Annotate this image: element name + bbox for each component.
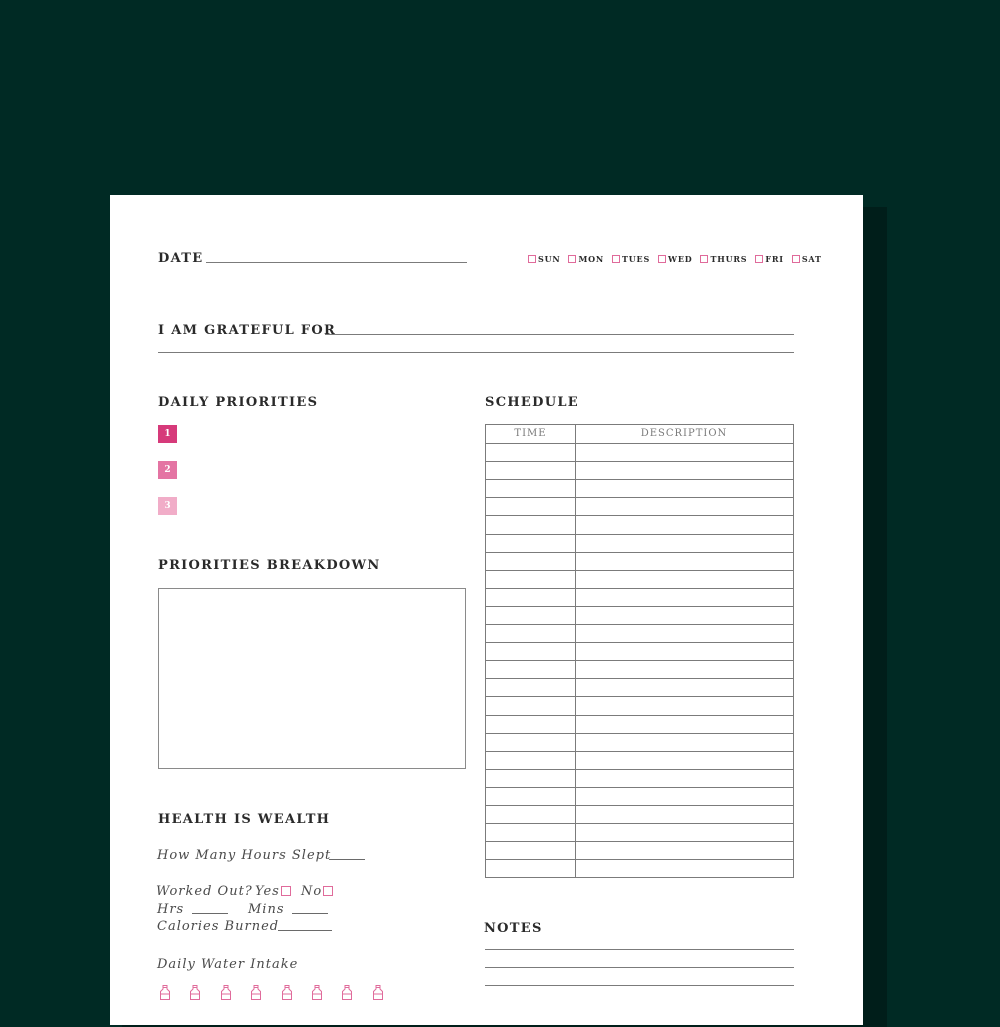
schedule-row[interactable] (486, 479, 793, 480)
schedule-row[interactable] (486, 769, 793, 770)
day-fri[interactable]: FRI (755, 254, 783, 264)
day-sun[interactable]: SUN (528, 254, 560, 264)
day-thurs[interactable]: THURS (700, 254, 747, 264)
checkbox[interactable] (528, 255, 536, 263)
checkbox[interactable] (568, 255, 576, 263)
day-sat[interactable]: SAT (792, 254, 822, 264)
worked-out-yes[interactable] (255, 884, 291, 899)
schedule-row[interactable] (486, 497, 793, 498)
schedule-row[interactable] (486, 823, 793, 824)
schedule-row[interactable] (486, 461, 793, 462)
priorities-breakdown-box[interactable] (158, 588, 466, 769)
schedule-row[interactable] (486, 678, 793, 679)
schedule-row[interactable] (486, 606, 793, 607)
schedule-row[interactable] (486, 624, 793, 625)
hours-slept-label: How Many Hours Slept (157, 848, 332, 863)
checkbox[interactable] (658, 255, 666, 263)
day-tues[interactable]: TUES (612, 254, 650, 264)
water-bottle-icon[interactable] (311, 985, 323, 1000)
schedule-title: SCHEDULE (485, 395, 579, 410)
checkbox[interactable] (700, 255, 708, 263)
schedule-row[interactable] (486, 552, 793, 553)
hrs-label: Hrs (157, 902, 185, 917)
checkbox[interactable] (792, 255, 800, 263)
schedule-row[interactable] (486, 642, 793, 643)
yes-label: Yes (255, 884, 280, 899)
schedule-row[interactable] (486, 570, 793, 571)
schedule-description-header: DESCRIPTION (640, 428, 728, 439)
notes-line-3[interactable] (485, 985, 794, 986)
water-bottle-icon[interactable] (281, 985, 293, 1000)
water-intake-label: Daily Water Intake (157, 957, 299, 972)
schedule-row[interactable] (486, 588, 793, 589)
no-label: No (301, 884, 323, 899)
date-label: DATE (158, 251, 204, 266)
water-bottle-icon[interactable] (189, 985, 201, 1000)
planner-page (110, 195, 863, 1025)
mins-label: Mins (248, 902, 285, 917)
water-bottle-icon[interactable] (250, 985, 262, 1000)
yes-checkbox[interactable] (281, 886, 291, 896)
schedule-row[interactable] (486, 443, 793, 444)
schedule-row[interactable] (486, 715, 793, 716)
grateful-line-1[interactable] (325, 334, 794, 335)
hrs-line[interactable] (192, 913, 228, 914)
calories-line[interactable] (278, 930, 332, 931)
checkbox[interactable] (755, 255, 763, 263)
hours-slept-line[interactable] (329, 859, 365, 860)
mins-line[interactable] (292, 913, 328, 914)
calories-label: Calories Burned (157, 919, 280, 934)
schedule-row[interactable] (486, 805, 793, 806)
water-bottle-icon[interactable] (159, 985, 171, 1000)
worked-out-label: Worked Out? (156, 884, 253, 899)
day-wed[interactable]: WED (658, 254, 692, 264)
schedule-row[interactable] (486, 696, 793, 697)
health-title: HEALTH IS WEALTH (158, 812, 331, 827)
grateful-label: I AM GRATEFUL FOR (158, 323, 337, 338)
schedule-row[interactable] (486, 660, 793, 661)
priorities-breakdown-title: PRIORITIES BREAKDOWN (158, 558, 381, 573)
schedule-row[interactable] (486, 733, 793, 734)
water-bottle-icon[interactable] (220, 985, 232, 1000)
schedule-row[interactable] (486, 787, 793, 788)
worked-out-no[interactable] (301, 884, 333, 899)
priority-3-badge: 3 (158, 497, 177, 515)
notes-line-1[interactable] (485, 949, 794, 950)
schedule-row[interactable] (486, 841, 793, 842)
priority-2-badge: 2 (158, 461, 177, 479)
date-line[interactable] (206, 262, 467, 263)
daily-priorities-title: DAILY PRIORITIES (158, 395, 319, 410)
checkbox[interactable] (612, 255, 620, 263)
water-bottle-icon[interactable] (341, 985, 353, 1000)
schedule-time-header: TIME (514, 428, 547, 439)
priority-1-badge: 1 (158, 425, 177, 443)
no-checkbox[interactable] (323, 886, 333, 896)
schedule-row[interactable] (486, 515, 793, 516)
notes-line-2[interactable] (485, 967, 794, 968)
schedule-row[interactable] (486, 534, 793, 535)
schedule-table (485, 424, 794, 878)
day-mon[interactable]: MON (568, 254, 604, 264)
notes-title: NOTES (484, 921, 543, 936)
grateful-line-2[interactable] (158, 352, 794, 353)
schedule-row[interactable] (486, 751, 793, 752)
weekday-checklist (528, 254, 822, 264)
schedule-row[interactable] (486, 859, 793, 860)
water-bottle-icon[interactable] (372, 985, 384, 1000)
schedule-column-divider (575, 425, 576, 877)
